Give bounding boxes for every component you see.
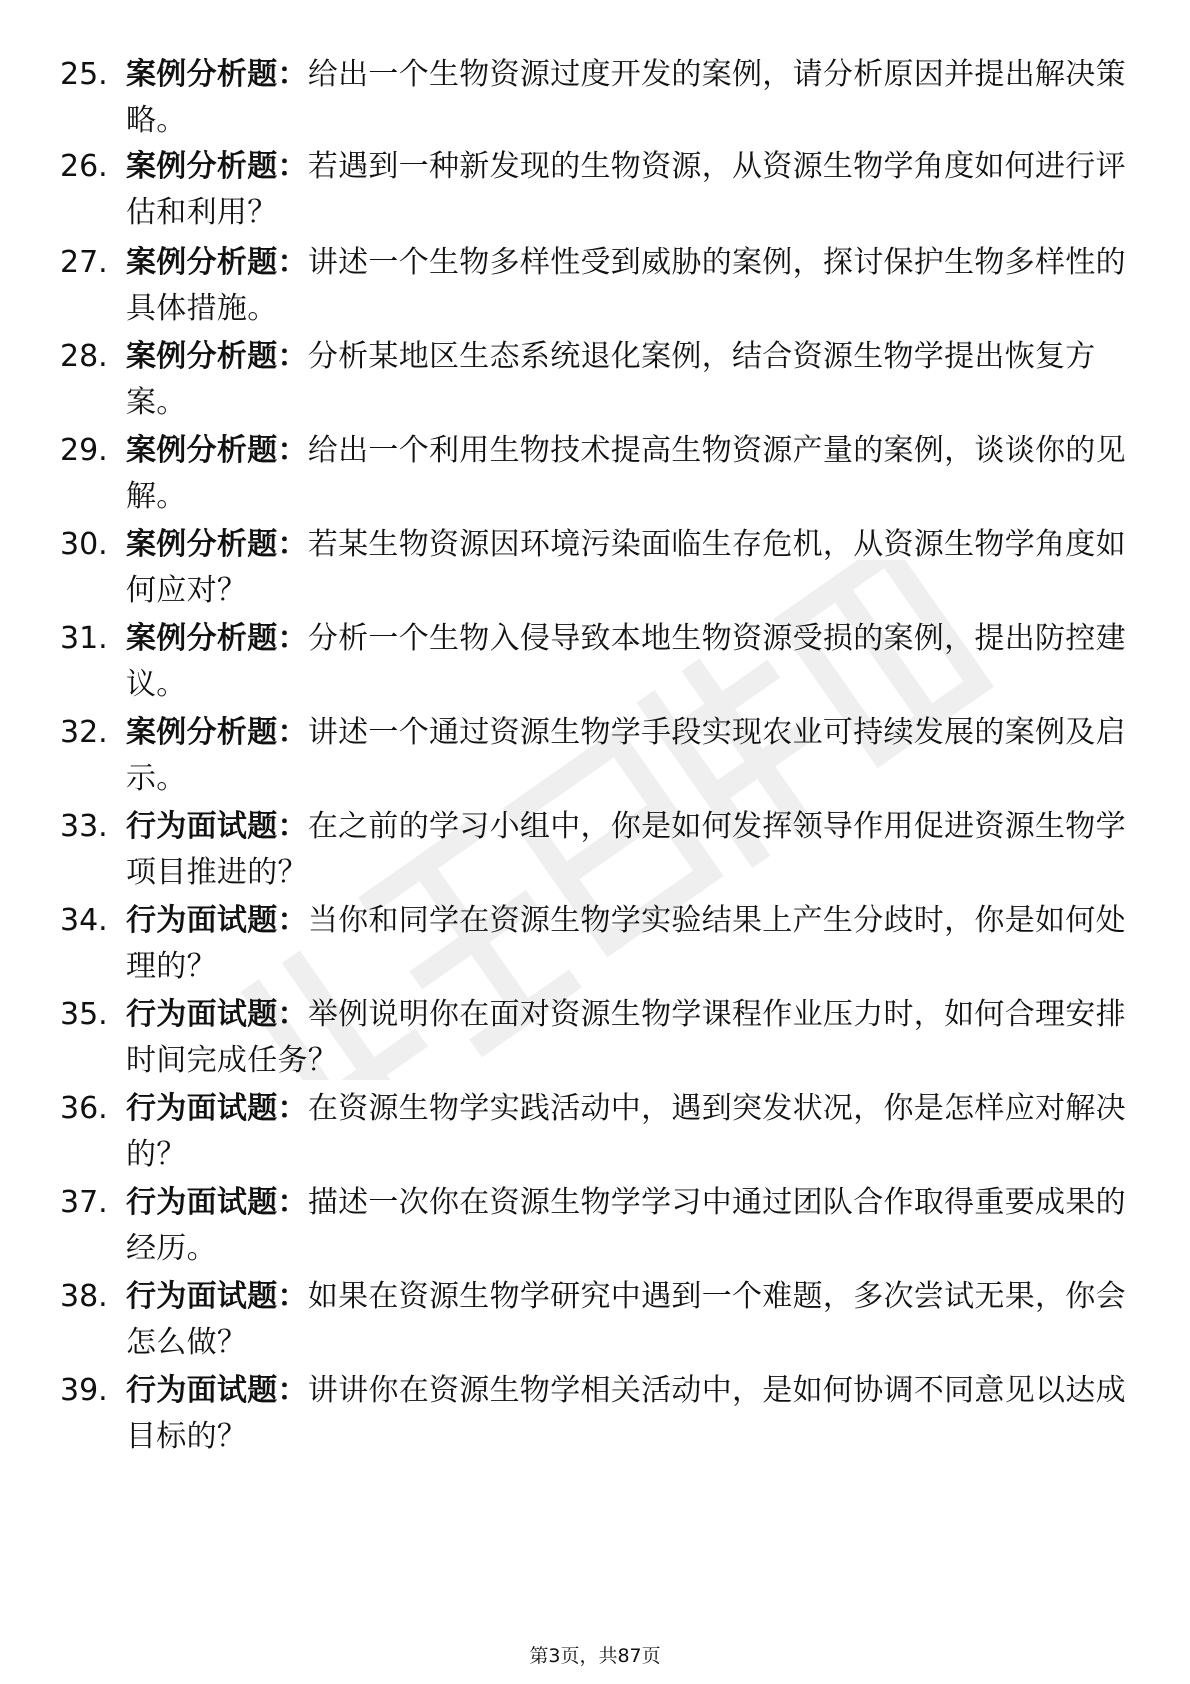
question-item <box>60 616 1130 716</box>
question-item <box>60 522 1130 622</box>
question-text-block <box>126 334 1126 426</box>
question-number: 38. <box>60 1279 108 1314</box>
question-number: 25. <box>60 57 108 92</box>
question-number: 30. <box>60 527 108 562</box>
question-text: 当你和同学在资源生物学实验结果上产生分歧时，你是如何处理的？ <box>126 903 1126 984</box>
question-text-block <box>126 522 1126 614</box>
question-category: 行为面试题： <box>126 997 308 1032</box>
question-text-block <box>126 1368 1126 1460</box>
question-category: 案例分析题： <box>126 433 308 468</box>
question-text-block <box>126 240 1126 332</box>
question-text-block <box>126 144 1126 236</box>
question-category: 行为面试题： <box>126 1373 308 1408</box>
question-item <box>60 1368 1130 1468</box>
question-category: 行为面试题： <box>126 1185 308 1220</box>
question-item <box>60 144 1130 244</box>
question-text-block <box>126 616 1126 708</box>
question-text: 举例说明你在面对资源生物学课程作业压力时，如何合理安排时间完成任务？ <box>126 997 1126 1078</box>
question-text-block <box>126 428 1126 520</box>
question-item <box>60 1180 1130 1280</box>
question-number: 37. <box>60 1185 108 1220</box>
question-text: 若某生物资源因环境污染面临生存危机，从资源生物学角度如何应对？ <box>126 527 1126 608</box>
question-category: 行为面试题： <box>126 809 308 844</box>
question-text-block <box>126 1086 1126 1178</box>
page-footer: 第3页，共87页 <box>529 1645 661 1667</box>
question-text: 讲述一个通过资源生物学手段实现农业可持续发展的案例及启示。 <box>126 715 1126 796</box>
question-text: 给出一个利用生物技术提高生物资源产量的案例，谈谈你的见解。 <box>126 433 1126 514</box>
question-item <box>60 992 1130 1092</box>
question-category: 案例分析题： <box>126 149 308 184</box>
question-text: 分析一个生物入侵导致本地生物资源受损的案例，提出防控建议。 <box>126 621 1126 702</box>
question-category: 案例分析题： <box>126 57 308 92</box>
question-number: 27. <box>60 245 108 280</box>
question-text-block <box>126 710 1126 802</box>
question-item <box>60 52 1130 152</box>
question-category: 行为面试题： <box>126 1279 308 1314</box>
question-number: 31. <box>60 621 108 656</box>
question-category: 案例分析题： <box>126 339 308 374</box>
question-category: 案例分析题： <box>126 715 308 750</box>
question-item <box>60 804 1130 904</box>
question-number: 29. <box>60 433 108 468</box>
question-number: 39. <box>60 1373 108 1408</box>
question-item <box>60 1274 1130 1374</box>
question-text: 给出一个生物资源过度开发的案例，请分析原因并提出解决策略。 <box>126 57 1126 138</box>
question-item <box>60 710 1130 810</box>
question-text: 如果在资源生物学研究中遇到一个难题，多次尝试无果，你会怎么做？ <box>126 1279 1126 1360</box>
question-number: 35. <box>60 997 108 1032</box>
question-text: 若遇到一种新发现的生物资源，从资源生物学角度如何进行评估和利用？ <box>126 149 1126 230</box>
question-category: 行为面试题： <box>126 1091 308 1126</box>
question-category: 案例分析题： <box>126 245 308 280</box>
question-number: 33. <box>60 809 108 844</box>
question-text-block <box>126 1180 1126 1272</box>
question-text-block <box>126 52 1126 144</box>
question-text-block <box>126 898 1126 990</box>
question-text-block <box>126 1274 1126 1366</box>
question-item <box>60 334 1130 434</box>
question-item <box>60 1086 1130 1186</box>
question-item <box>60 898 1130 998</box>
question-number: 32. <box>60 715 108 750</box>
question-text-block <box>126 992 1126 1084</box>
question-text: 在之前的学习小组中，你是如何发挥领导作用促进资源生物学项目推进的？ <box>126 809 1126 890</box>
question-item <box>60 240 1130 340</box>
question-number: 28. <box>60 339 108 374</box>
question-category: 案例分析题： <box>126 527 308 562</box>
question-item <box>60 428 1130 528</box>
question-category: 行为面试题： <box>126 903 308 938</box>
question-text: 在资源生物学实践活动中，遇到突发状况，你是怎样应对解决的？ <box>126 1091 1126 1172</box>
question-number: 26. <box>60 149 108 184</box>
question-text-block <box>126 804 1126 896</box>
question-text: 讲述一个生物多样性受到威胁的案例，探讨保护生物多样性的具体措施。 <box>126 245 1126 326</box>
question-text: 描述一次你在资源生物学学习中通过团队合作取得重要成果的经历。 <box>126 1185 1126 1266</box>
question-category: 案例分析题： <box>126 621 308 656</box>
question-text: 讲讲你在资源生物学相关活动中，是如何协调不同意见以达成目标的？ <box>126 1373 1126 1454</box>
question-number: 36. <box>60 1091 108 1126</box>
question-text: 分析某地区生态系统退化案例，结合资源生物学提出恢复方案。 <box>126 339 1096 420</box>
question-number: 34. <box>60 903 108 938</box>
